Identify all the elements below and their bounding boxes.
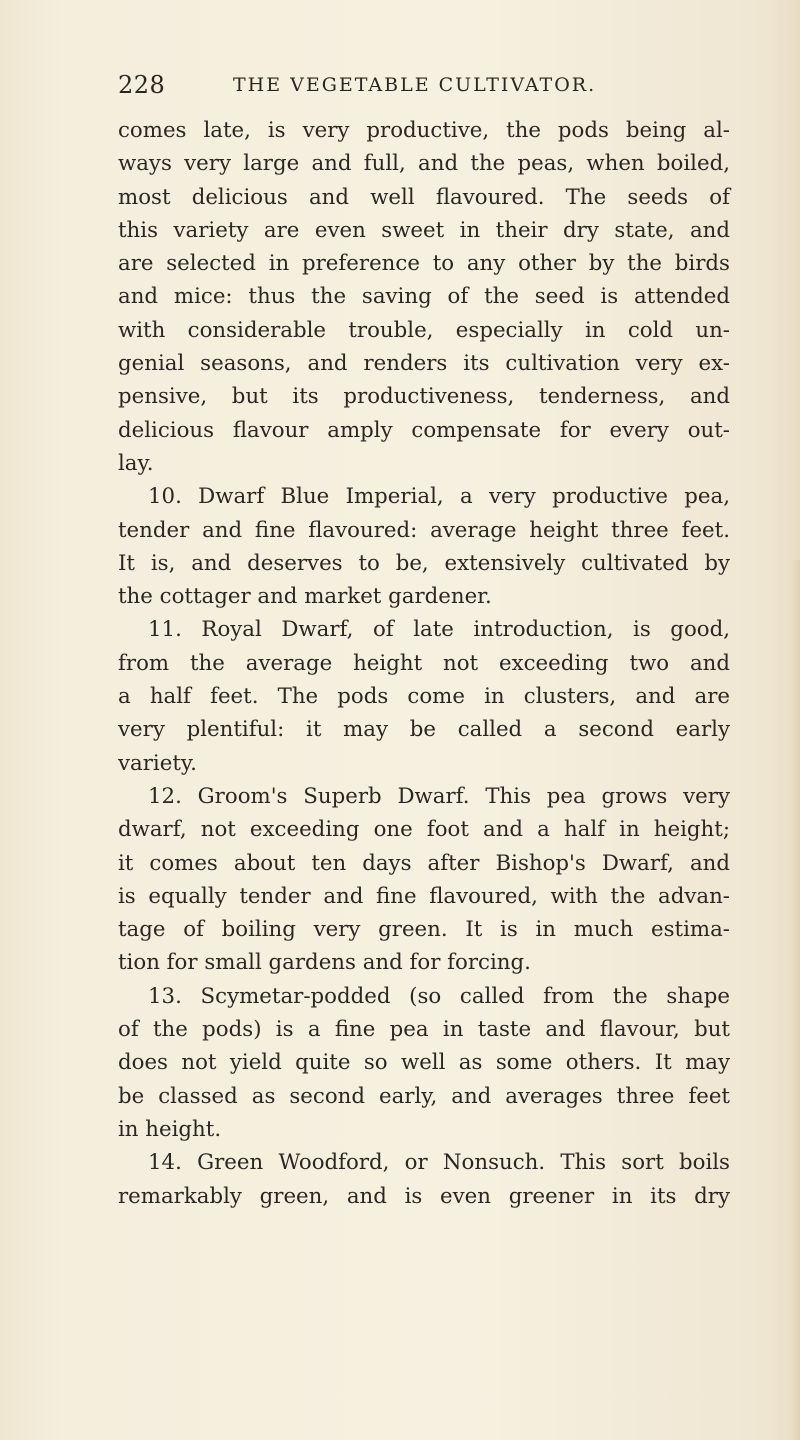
text-line: remarkably green, and is even greener in its dry — [118, 1183, 730, 1209]
text-line: pensive, but its productiveness, tenderness, and — [118, 384, 730, 410]
text-line: lay. — [118, 450, 154, 476]
text-line: comes late, is very productive, the pods being al- — [118, 118, 730, 143]
text-line: ways very large and full, and the peas, when boiled, — [118, 151, 730, 177]
text-line: and mice: thus the saving of the seed is attended — [118, 284, 730, 310]
text-line: does not yield quite so well as some others. It may — [118, 1050, 730, 1076]
text-line: it comes about ten days after Bishop's Dwarf, and — [118, 850, 730, 876]
page-header — [118, 71, 648, 107]
text-line: from the average height not exceeding two and — [118, 650, 730, 676]
paragraph-start-10: 10. Dwarf Blue Imperial, a very productive pea, — [148, 484, 730, 510]
text-line: tion for small gardens and for forcing. — [118, 950, 531, 976]
text-line: are selected in preference to any other by the birds — [118, 251, 730, 277]
text-line: in height. — [118, 1116, 222, 1142]
text-line: be classed as second early, and averages three feet — [118, 1083, 730, 1109]
running-title: THE VEGETABLE CULTIVATOR. — [233, 74, 597, 96]
text-line: dwarf, not exceeding one foot and a half in height; — [118, 817, 730, 843]
text-line: genial seasons, and renders its cultivation very ex- — [118, 351, 730, 377]
text-line: tage of boiling very green. It is in much estima- — [118, 917, 730, 943]
text-line: the cottager and market gardener. — [118, 584, 492, 610]
text-line: delicious flavour amply compensate for every out- — [118, 417, 730, 443]
page-number: 228 — [118, 71, 166, 99]
page-edge-shadow — [792, 560, 800, 1440]
paragraph-start-13: 13. Scymetar-podded (so called from the shape — [148, 983, 730, 1009]
text-line: It is, and deserves to be, extensively cultivated by — [118, 550, 730, 576]
body-text — [118, 114, 730, 1213]
text-line: a half feet. The pods come in clusters, and are — [118, 684, 730, 710]
text-line: very plentiful: it may be called a second early — [118, 717, 730, 743]
paragraph-start-11: 11. Royal Dwarf, of late introduction, is good, — [148, 617, 730, 643]
text-line: of the pods) is a fine pea in taste and flavour, but — [118, 1017, 730, 1043]
text-line: with considerable trouble, especially in cold un- — [118, 317, 730, 343]
text-line: tender and fine flavoured: average height three feet. — [118, 517, 730, 543]
text-line: is equally tender and fine flavoured, with the advan- — [118, 883, 730, 909]
paragraph-start-14: 14. Green Woodford, or Nonsuch. This sort boils — [148, 1150, 730, 1176]
text-line: this variety are even sweet in their dry state, and — [118, 217, 730, 243]
text-line: most delicious and well flavoured. The seeds of — [118, 184, 730, 210]
text-line: variety. — [118, 750, 197, 776]
paragraph-start-12: 12. Groom's Superb Dwarf. This pea grows very — [148, 783, 730, 809]
